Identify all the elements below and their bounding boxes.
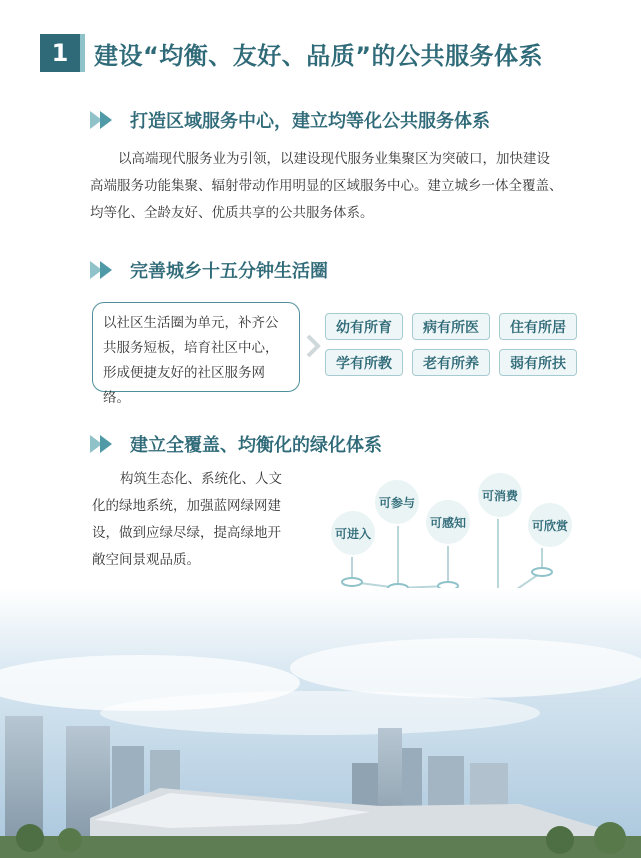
service-tag: 学有所教 — [325, 349, 403, 376]
paragraph-line: 化的绿地系统，加强蓝网绿网建 — [92, 498, 281, 514]
chevron-right-icon — [90, 259, 124, 281]
section-1-paragraph — [90, 146, 610, 227]
page-title: 建设“均衡、友好、品质”的公共服务体系 — [94, 42, 544, 70]
scene-node-label: 可感知 — [429, 516, 467, 530]
scene-node — [425, 499, 471, 590]
scene-node-label: 可参与 — [378, 496, 416, 510]
paragraph-line: 均等化、全龄友好、优质共享的公共服务体系。 — [90, 205, 374, 221]
section-heading-1 — [90, 106, 490, 134]
paragraph-line: 敞空间景观品质。 — [92, 552, 200, 568]
scene-node-label: 可欣赏 — [531, 519, 569, 533]
chevron-right-icon — [305, 333, 321, 363]
paragraph-line: 以高端现代服务业为引领，以建设现代服务业集聚区为突破口，加快建设 — [118, 151, 550, 167]
community-circle-note — [92, 302, 300, 406]
section-heading-3 — [90, 430, 382, 458]
section-number: 1 — [40, 34, 85, 72]
paragraph-line: 高端服务功能集聚、辐射带动作用明显的区域服务中心。建立城乡一体全覆盖、 — [90, 178, 563, 194]
paragraph-line: 设，做到应绿尽绿，提高绿地开 — [92, 525, 281, 541]
scene-node — [477, 472, 523, 607]
scene-node — [374, 479, 420, 592]
section-title: 打造区域服务中心，建立均等化公共服务体系 — [130, 111, 490, 132]
section-title: 完善城乡十五分钟生活圈 — [130, 261, 328, 282]
service-tag: 老有所养 — [412, 349, 490, 376]
chevron-right-icon — [90, 433, 124, 455]
scene-node — [330, 510, 376, 586]
section-heading-2 — [90, 256, 328, 284]
bubble-line: 共服务短板，培育社区中心， — [103, 340, 279, 356]
scene-node — [527, 502, 573, 576]
section-title: 建立全覆盖、均衡化的绿化体系 — [130, 435, 382, 456]
paragraph-line: 构筑生态化、系统化、人文 — [120, 471, 282, 487]
section-3-paragraph — [92, 466, 307, 574]
service-tag: 住有所居 — [499, 313, 577, 340]
service-tag: 幼有所育 — [325, 313, 403, 340]
scene-node-label: 可消费 — [481, 489, 519, 503]
bubble-line: 形成便捷友好的社区服务网络。 — [103, 365, 265, 406]
service-tag: 弱有所扶 — [499, 349, 577, 376]
bubble-line: 以社区生活圈为单元，补齐公 — [103, 315, 279, 331]
page-header — [40, 34, 620, 74]
scene-node-label: 可进入 — [334, 527, 372, 541]
chevron-right-icon — [90, 109, 124, 131]
service-tag: 病有所医 — [412, 313, 490, 340]
city-skyline-image — [0, 588, 641, 858]
